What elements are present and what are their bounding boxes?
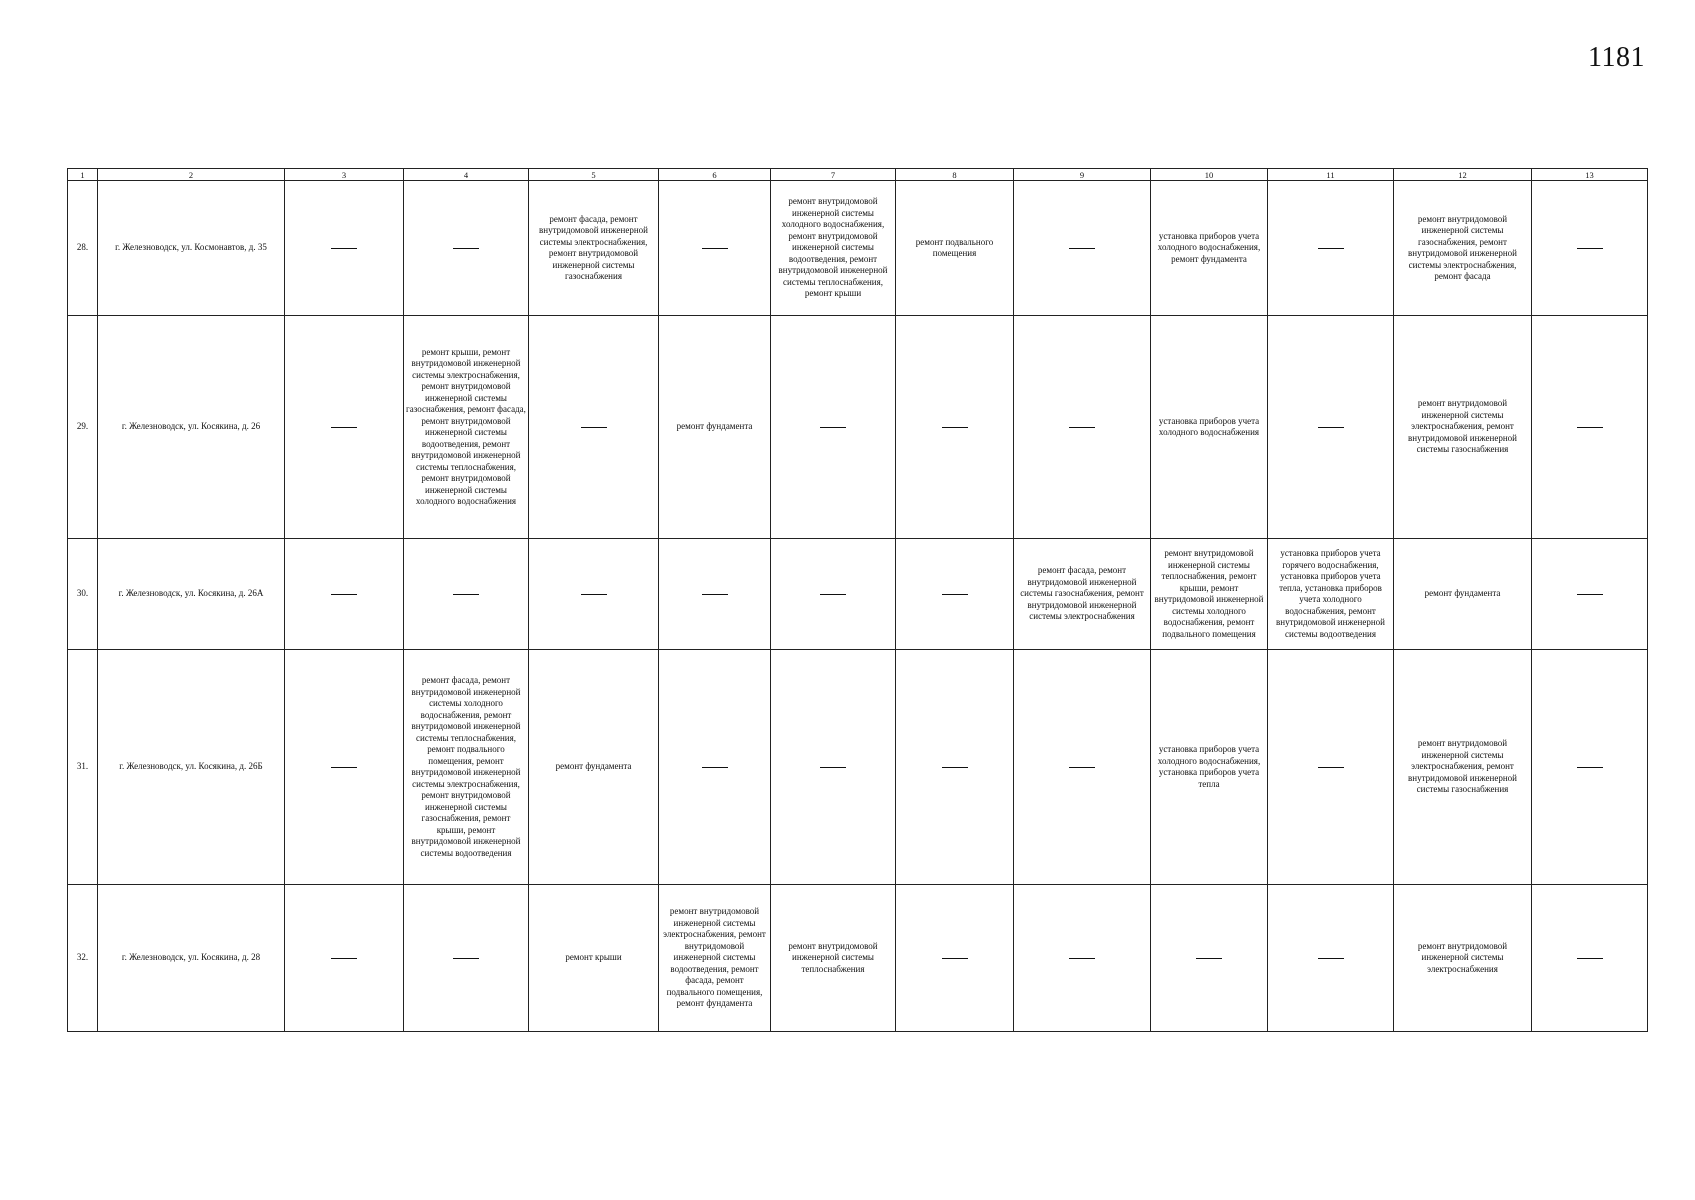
cell-col-6 <box>659 539 771 650</box>
dash-mark <box>331 427 357 428</box>
cell-col-3 <box>285 650 404 885</box>
cell-col-12: ремонт внутридомовой инженерной системы газоснабжения, ремонт внутридомовой инженерной системы электроснабжения, ремонт фасада <box>1394 181 1532 316</box>
address-cell: г. Железноводск, ул. Косякина, д. 26 <box>98 316 285 539</box>
row-number: 28. <box>68 181 98 316</box>
dash-mark <box>942 767 968 768</box>
col-header-4: 4 <box>404 169 529 181</box>
dash-mark <box>1196 958 1222 959</box>
cell-col-12: ремонт внутридомовой инженерной системы электроснабжения, ремонт внутридомовой инженерной системы газоснабжения <box>1394 316 1532 539</box>
cell-col-12: ремонт фундамента <box>1394 539 1532 650</box>
cell-col-12: ремонт внутридомовой инженерной системы электроснабжения <box>1394 885 1532 1032</box>
dash-mark <box>331 248 357 249</box>
repair-schedule-table <box>67 168 1648 1032</box>
dash-mark <box>1318 958 1344 959</box>
cell-col-8 <box>896 316 1014 539</box>
cell-col-3 <box>285 181 404 316</box>
cell-col-3 <box>285 316 404 539</box>
dash-mark <box>331 767 357 768</box>
cell-col-6: ремонт внутридомовой инженерной системы электроснабжения, ремонт внутридомовой инженерной системы водоотведения, ремонт фасада, ремонт подвального помещения, ремонт фундамента <box>659 885 771 1032</box>
dash-mark <box>1318 767 1344 768</box>
cell-col-4 <box>404 885 529 1032</box>
col-header-3: 3 <box>285 169 404 181</box>
column-number-header <box>68 169 1648 181</box>
table-row <box>68 181 1648 316</box>
cell-col-7 <box>771 539 896 650</box>
col-header-11: 11 <box>1268 169 1394 181</box>
cell-col-13 <box>1532 650 1648 885</box>
cell-col-10: установка приборов учета холодного водоснабжения, установка приборов учета тепла <box>1151 650 1268 885</box>
cell-col-11 <box>1268 316 1394 539</box>
address-cell: г. Железноводск, ул. Косякина, д. 26А <box>98 539 285 650</box>
col-header-12: 12 <box>1394 169 1532 181</box>
cell-col-9 <box>1014 316 1151 539</box>
cell-col-5 <box>529 539 659 650</box>
col-header-5: 5 <box>529 169 659 181</box>
cell-col-6 <box>659 181 771 316</box>
cell-col-5: ремонт фундамента <box>529 650 659 885</box>
table-row <box>68 650 1648 885</box>
col-header-7: 7 <box>771 169 896 181</box>
row-number: 30. <box>68 539 98 650</box>
dash-mark <box>1577 958 1603 959</box>
cell-col-6: ремонт фундамента <box>659 316 771 539</box>
table-row <box>68 539 1648 650</box>
cell-col-13 <box>1532 316 1648 539</box>
cell-col-4: ремонт фасада, ремонт внутридомовой инженерной системы холодного водоснабжения, ремонт внутридомовой инженерной системы теплоснабжения, ремонт подвального помещения, ремонт внутридомовой инженерной системы электроснабжения, ремонт внутридомовой инженерной системы газоснабжения, ремонт крыши, ремонт внутридомовой инженерной системы водоотведения <box>404 650 529 885</box>
cell-col-7: ремонт внутридомовой инженерной системы холодного водоснабжения, ремонт внутридомовой инженерной системы водоотведения, ремонт внутридомовой инженерной системы теплоснабжения, ремонт крыши <box>771 181 896 316</box>
cell-col-8 <box>896 539 1014 650</box>
cell-col-11 <box>1268 181 1394 316</box>
cell-col-13 <box>1532 539 1648 650</box>
dash-mark <box>1318 427 1344 428</box>
cell-col-13 <box>1532 181 1648 316</box>
dash-mark <box>1069 248 1095 249</box>
dash-mark <box>1577 594 1603 595</box>
dash-mark <box>1577 427 1603 428</box>
cell-col-5: ремонт крыши <box>529 885 659 1032</box>
dash-mark <box>942 594 968 595</box>
address-cell: г. Железноводск, ул. Косякина, д. 28 <box>98 885 285 1032</box>
col-header-10: 10 <box>1151 169 1268 181</box>
cell-col-9: ремонт фасада, ремонт внутридомовой инженерной системы газоснабжения, ремонт внутридомовой инженерной системы электроснабжения <box>1014 539 1151 650</box>
cell-col-8: ремонт подвального помещения <box>896 181 1014 316</box>
address-cell: г. Железноводск, ул. Косякина, д. 26Б <box>98 650 285 885</box>
page-number: 1181 <box>1588 42 1645 73</box>
cell-col-7 <box>771 650 896 885</box>
cell-col-5 <box>529 316 659 539</box>
cell-col-4 <box>404 539 529 650</box>
col-header-2: 2 <box>98 169 285 181</box>
cell-col-7 <box>771 316 896 539</box>
cell-col-10: установка приборов учета холодного водоснабжения, ремонт фундамента <box>1151 181 1268 316</box>
dash-mark <box>942 958 968 959</box>
address-cell: г. Железноводск, ул. Космонавтов, д. 35 <box>98 181 285 316</box>
cell-col-11 <box>1268 650 1394 885</box>
cell-col-8 <box>896 885 1014 1032</box>
cell-col-12: ремонт внутридомовой инженерной системы электроснабжения, ремонт внутридомовой инженерной системы газоснабжения <box>1394 650 1532 885</box>
dash-mark <box>581 594 607 595</box>
cell-col-11 <box>1268 885 1394 1032</box>
dash-mark <box>820 767 846 768</box>
col-header-6: 6 <box>659 169 771 181</box>
dash-mark <box>1069 427 1095 428</box>
dash-mark <box>453 594 479 595</box>
dash-mark <box>1577 767 1603 768</box>
table-row <box>68 316 1648 539</box>
cell-col-11: установка приборов учета горячего водоснабжения, установка приборов учета тепла, установка приборов учета холодного водоснабжения, ремонт внутридомовой инженерной системы водоотведения <box>1268 539 1394 650</box>
cell-col-10 <box>1151 885 1268 1032</box>
dash-mark <box>1318 248 1344 249</box>
dash-mark <box>820 594 846 595</box>
dash-mark <box>1069 767 1095 768</box>
row-number: 29. <box>68 316 98 539</box>
dash-mark <box>331 594 357 595</box>
cell-col-9 <box>1014 885 1151 1032</box>
cell-col-10: установка приборов учета холодного водоснабжения <box>1151 316 1268 539</box>
dash-mark <box>942 427 968 428</box>
dash-mark <box>702 248 728 249</box>
cell-col-10: ремонт внутридомовой инженерной системы теплоснабжения, ремонт крыши, ремонт внутридомовой инженерной системы холодного водоснабжения, ремонт подвального помещения <box>1151 539 1268 650</box>
col-header-9: 9 <box>1014 169 1151 181</box>
row-number: 32. <box>68 885 98 1032</box>
cell-col-3 <box>285 885 404 1032</box>
col-header-1: 1 <box>68 169 98 181</box>
col-header-8: 8 <box>896 169 1014 181</box>
dash-mark <box>453 248 479 249</box>
dash-mark <box>1577 248 1603 249</box>
cell-col-4: ремонт крыши, ремонт внутридомовой инженерной системы электроснабжения, ремонт внутридомовой инженерной системы газоснабжения, ремонт фасада, ремонт внутридомовой инженерной системы водоотведения, ремонт внутридомовой инженерной системы теплоснабжения, ремонт внутридомовой инженерной системы холодного водоснабжения <box>404 316 529 539</box>
row-number: 31. <box>68 650 98 885</box>
cell-col-8 <box>896 650 1014 885</box>
cell-col-9 <box>1014 650 1151 885</box>
dash-mark <box>1069 958 1095 959</box>
dash-mark <box>702 767 728 768</box>
cell-col-13 <box>1532 885 1648 1032</box>
table-row <box>68 885 1648 1032</box>
dash-mark <box>453 958 479 959</box>
cell-col-5: ремонт фасада, ремонт внутридомовой инженерной системы электроснабжения, ремонт внутридомовой инженерной системы газоснабжения <box>529 181 659 316</box>
cell-col-6 <box>659 650 771 885</box>
cell-col-7: ремонт внутридомовой инженерной системы теплоснабжения <box>771 885 896 1032</box>
cell-col-3 <box>285 539 404 650</box>
cell-col-9 <box>1014 181 1151 316</box>
dash-mark <box>820 427 846 428</box>
col-header-13: 13 <box>1532 169 1648 181</box>
cell-col-4 <box>404 181 529 316</box>
dash-mark <box>581 427 607 428</box>
dash-mark <box>331 958 357 959</box>
dash-mark <box>702 594 728 595</box>
